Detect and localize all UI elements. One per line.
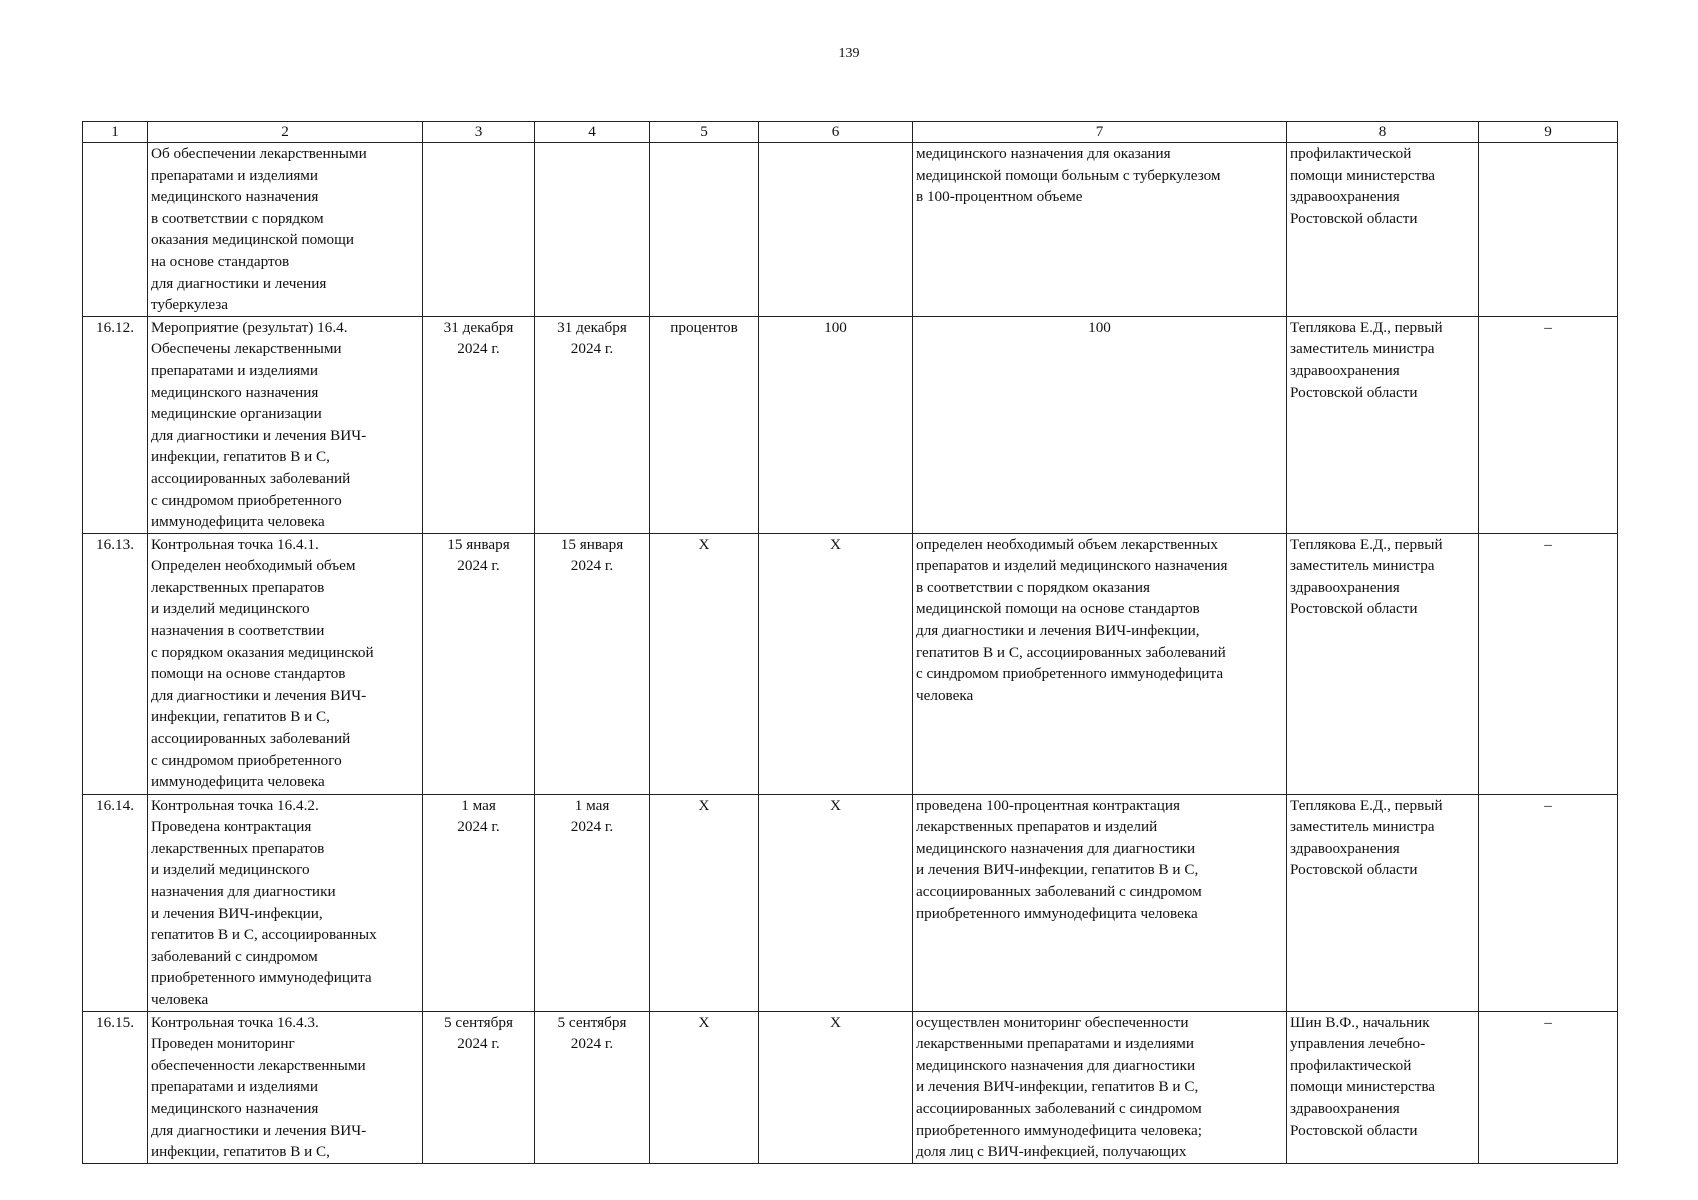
column-header: 2 [148, 122, 423, 143]
base-value: X [759, 533, 913, 794]
start-date: 5 сентября 2024 г. [423, 1011, 535, 1163]
start-date [423, 143, 535, 317]
end-date: 1 мая 2024 г. [535, 794, 650, 1011]
column-header: 9 [1479, 122, 1618, 143]
column-header: 6 [759, 122, 913, 143]
column-header: 4 [535, 122, 650, 143]
responsible-person: Теплякова Е.Д., первый заместитель министра здравоохранения Ростовской области [1287, 794, 1479, 1011]
row-number: 16.14. [83, 794, 148, 1011]
note: – [1479, 794, 1618, 1011]
column-header: 3 [423, 122, 535, 143]
note: – [1479, 1011, 1618, 1163]
row-description: Мероприятие (результат) 16.4. Обеспечены лекарственными препаратами и изделиями медицинского назначения медицинские организации для диагностики и лечения ВИЧ- инфекции, гепатитов В и С, ассоциированных заболеваний с синдромом приобретенного иммунодефицита человека [148, 316, 423, 533]
result-description: проведена 100-процентная контрактация лекарственных препаратов и изделий медицинского назначения для диагностики и лечения ВИЧ-инфекции, гепатитов В и С, ассоциированных заболеваний с синдромом приобретенного иммунодефицита человека [913, 794, 1287, 1011]
row-description: Об обеспечении лекарственными препаратами и изделиями медицинского назначения в соответствии с порядком оказания медицинской помощи на основе стандартов для диагностики и лечения туберкулеза [148, 143, 423, 317]
row-number: 16.12. [83, 316, 148, 533]
responsible-person: Шин В.Ф., начальник управления лечебно- профилактической помощи министерства здравоохранения Ростовской области [1287, 1011, 1479, 1163]
result-description: осуществлен мониторинг обеспеченности лекарственными препаратами и изделиями медицинского назначения для диагностики и лечения ВИЧ-инфекции, гепатитов В и С, ассоциированных заболеваний с синдромом приобретенного иммунодефицита человека; доля лиц с ВИЧ-инфекцией, получающих [913, 1011, 1287, 1163]
result-description: медицинского назначения для оказания медицинской помощи больным с туберкулезом в 100-процентном объеме [913, 143, 1287, 317]
end-date [535, 143, 650, 317]
plan-table [82, 121, 1618, 1164]
unit: X [650, 794, 759, 1011]
table-row [83, 794, 1618, 1011]
column-header: 8 [1287, 122, 1479, 143]
column-header: 1 [83, 122, 148, 143]
note [1479, 143, 1618, 317]
unit: X [650, 533, 759, 794]
base-value: X [759, 794, 913, 1011]
note: – [1479, 316, 1618, 533]
unit [650, 143, 759, 317]
unit: процентов [650, 316, 759, 533]
base-value [759, 143, 913, 317]
row-description: Контрольная точка 16.4.1. Определен необходимый объем лекарственных препаратов и изделий медицинского назначения в соответствии с порядком оказания медицинской помощи на основе стандартов для диагностики и лечения ВИЧ- инфекции, гепатитов В и С, ассоциированных заболеваний с синдромом приобретенного иммунодефицита человека [148, 533, 423, 794]
responsible-person: профилактической помощи министерства здравоохранения Ростовской области [1287, 143, 1479, 317]
end-date: 31 декабря 2024 г. [535, 316, 650, 533]
end-date: 5 сентября 2024 г. [535, 1011, 650, 1163]
responsible-person: Теплякова Е.Д., первый заместитель министра здравоохранения Ростовской области [1287, 316, 1479, 533]
base-value: 100 [759, 316, 913, 533]
responsible-person: Теплякова Е.Д., первый заместитель министра здравоохранения Ростовской области [1287, 533, 1479, 794]
base-value: X [759, 1011, 913, 1163]
start-date: 31 декабря 2024 г. [423, 316, 535, 533]
note: – [1479, 533, 1618, 794]
row-number: 16.13. [83, 533, 148, 794]
column-header: 7 [913, 122, 1287, 143]
start-date: 1 мая 2024 г. [423, 794, 535, 1011]
result-description: 100 [913, 316, 1287, 533]
table-row [83, 143, 1618, 317]
start-date: 15 января 2024 г. [423, 533, 535, 794]
row-description: Контрольная точка 16.4.3. Проведен мониторинг обеспеченности лекарственными препаратами и изделиями медицинского назначения для диагностики и лечения ВИЧ- инфекции, гепатитов В и С, [148, 1011, 423, 1163]
end-date: 15 января 2024 г. [535, 533, 650, 794]
table-row [83, 1011, 1618, 1163]
table-row [83, 533, 1618, 794]
row-number: 16.15. [83, 1011, 148, 1163]
column-header: 5 [650, 122, 759, 143]
result-description: определен необходимый объем лекарственных препаратов и изделий медицинского назначения в соответствии с порядком оказания медицинской помощи на основе стандартов для диагностики и лечения ВИЧ-инфекции, гепатитов В и С, ассоциированных заболеваний с синдромом приобретенного иммунодефицита человека [913, 533, 1287, 794]
page-number: 139 [838, 46, 860, 61]
row-number [83, 143, 148, 317]
unit: X [650, 1011, 759, 1163]
column-number-row [83, 122, 1618, 143]
row-description: Контрольная точка 16.4.2. Проведена контрактация лекарственных препаратов и изделий медицинского назначения для диагностики и лечения ВИЧ-инфекции, гепатитов В и С, ассоциированных заболеваний с синдромом приобретенного иммунодефицита человека [148, 794, 423, 1011]
table-row [83, 316, 1618, 533]
